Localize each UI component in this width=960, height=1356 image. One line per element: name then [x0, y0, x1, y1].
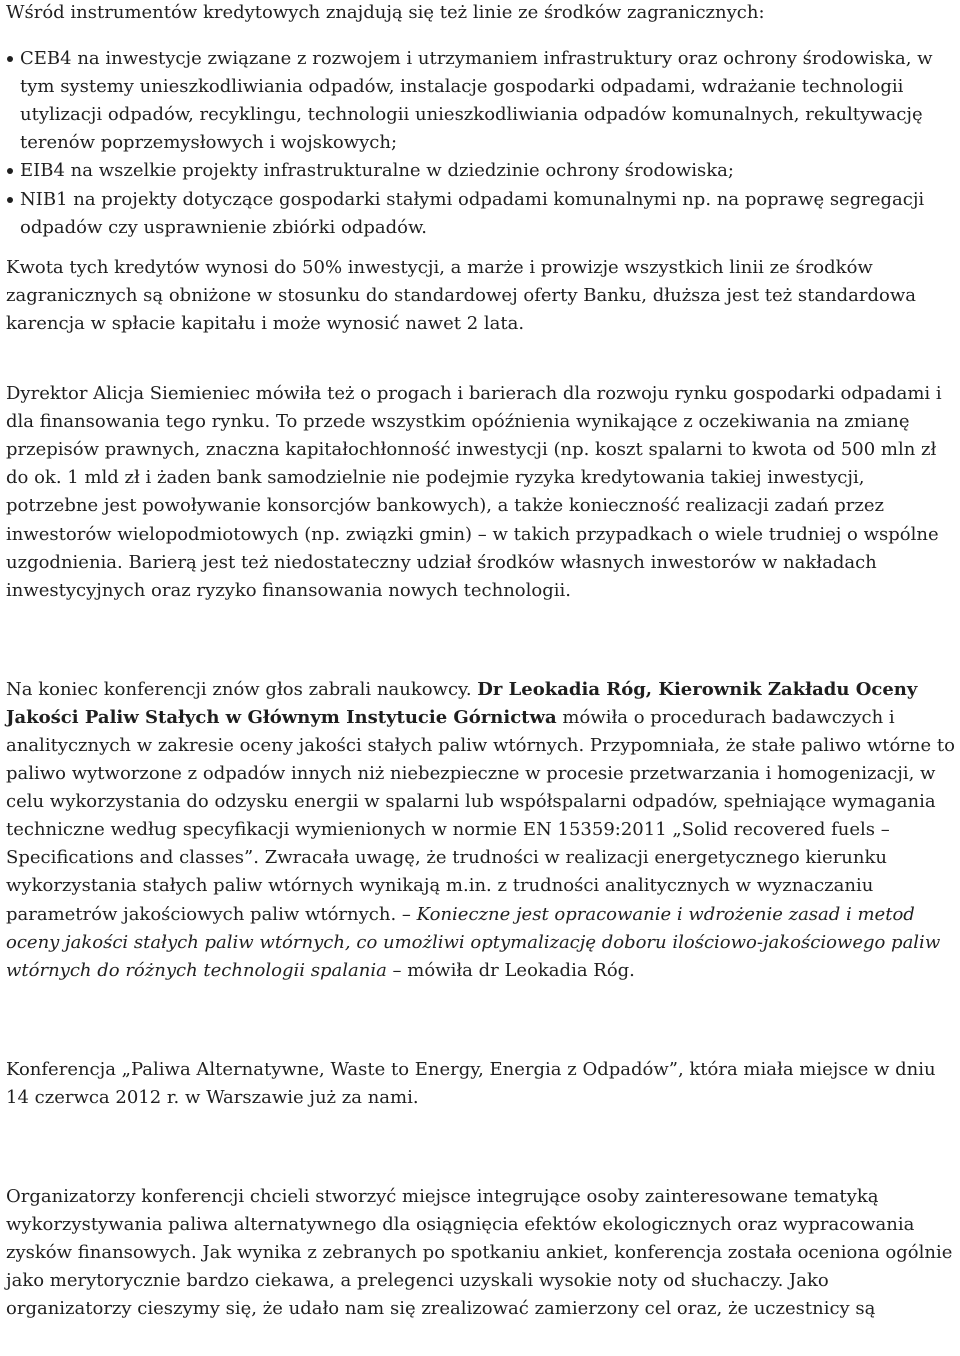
- credit-lines-list: [6, 45, 956, 242]
- scientists-intro: Na koniec konferencji znów głos zabrali naukowcy.: [6, 678, 478, 700]
- paragraph-organizers: Organizatorzy konferencji chcieli stworzyć miejsce integrujące osoby zainteresowane tematyką wykorzystywania paliwa alternatywnego dla osiągnięcia efektów ekologicznych oraz wypracowania zysków finansowych. Jak wynika z zebranych po spotkaniu ankiet, konferencja została oceniona ogólnie jako merytorycznie bardzo ciekawa, a prelegenci uzyskali wysokie noty od słuchaczy. Jako organizatorzy cieszymy się, że udało nam się zrealizować zamierzony cel oraz, że uczestnicy są: [6, 1186, 953, 1320]
- article-body: [6, 0, 956, 1323]
- paragraph-conference: Konferencja „Paliwa Alternatywne, Waste to Energy, Energia z Odpadów”, która miała miejsce w dniu 14 czerwca 2012 r. w Warszawie już za nami.: [6, 1058, 936, 1108]
- scientists-body: mówiła o procedurach badawczych i analitycznych w zakresie oceny jakości stałych paliw wtórnych. Przypomniała, że stałe paliwo wtórne to paliwo wytworzone z odpadów innych niż niebezpieczne w procesie przetwarzania i homogenizacji, w celu wykorzystania do odzysku energii w spalarni lub współspalarni odpadów, spełniające wymagania techniczne według specyfikacji wymienionych w normie EN 15359:2011 „Solid recovered fuels – Specifications and classes”. Zwracała uwagę, że trudności w realizacji energetycznego kierunku wykorzystania stałych paliw wtórnych wynikają m.in. z trudności analitycznych w wyznaczaniu parametrów jakościowych paliw wtórnych. –: [6, 706, 955, 925]
- speaker-quote: Konieczne jest opracowanie i wdrożenie zasad i metod oceny jakości stałych paliw wtórnych, co umożliwi optymalizację doboru ilościowo-jakościowego paliw wtórnych do różnych technologii spalania –: [6, 903, 941, 981]
- quote-attribution: mówiła dr Leokadia Róg.: [401, 959, 635, 981]
- list-item-ceb4: CEB4 na inwestycje związane z rozwojem i utrzymaniem infrastruktury oraz ochrony środowiska, w tym systemy unieszkodliwiania odpadów, instalacje gospodarki odpadami, wdrażanie technologii utylizacji odpadów, recyklingu, technologii unieszkodliwiania odpadów komunalnych, rekultywację terenów poprzemysłowych i wojskowych;: [6, 45, 956, 157]
- credit-lines-intro: Wśród instrumentów kredytowych znajdują się też linie ze środków zagranicznych:: [6, 2, 765, 23]
- paragraph-barriers: Dyrektor Alicja Siemieniec mówiła też o progach i barierach dla rozwoju rynku gospodarki odpadami i dla finansowania tego rynku. To przede wszystkim opóźnienia wynikające z oczekiwania na zmianę przepisów prawnych, znaczna kapitałochłonność inwestycji (np. koszt spalarni to kwota od 500 mln zł do ok. 1 mld zł i żaden bank samodzielnie nie podejmie ryzyka kredytowania takiej inwestycji, potrzebne jest powoływanie konsorcjów bankowych), a także konieczność realizacji zadań przez inwestorów wielopodmiotowych (np. związki gmin) – w takich przypadkach o wiele trudniej o wspólne uzgodnienia. Barierą jest też niedostateczny udział środków własnych inwestorów w nakładach inwestycyjnych oraz ryzyko finansowania nowych technologii.: [6, 383, 942, 601]
- list-item-eib4: EIB4 na wszelkie projekty infrastrukturalne w dziedzinie ochrony środowiska;: [6, 157, 956, 185]
- list-item-nib1: NIB1 na projekty dotyczące gospodarki stałymi odpadami komunalnymi np. na poprawę segregacji odpadów czy usprawnienie zbiórki odpadów.: [6, 186, 956, 242]
- paragraph-scientists: [6, 676, 956, 985]
- paragraph-credit-terms: Kwota tych kredytów wynosi do 50% inwestycji, a marże i prowizje wszystkich linii ze środków zagranicznych są obniżone w stosunku do standardowej oferty Banku, dłuższa jest też standardowa karencja w spłacie kapitału i może wynosić nawet 2 lata.: [6, 256, 917, 334]
- speaker-name: Dr Leokadia Róg, Kierownik Zakładu Oceny Jakości Paliw Stałych w Głównym Instytucie Górnictwa: [6, 678, 918, 728]
